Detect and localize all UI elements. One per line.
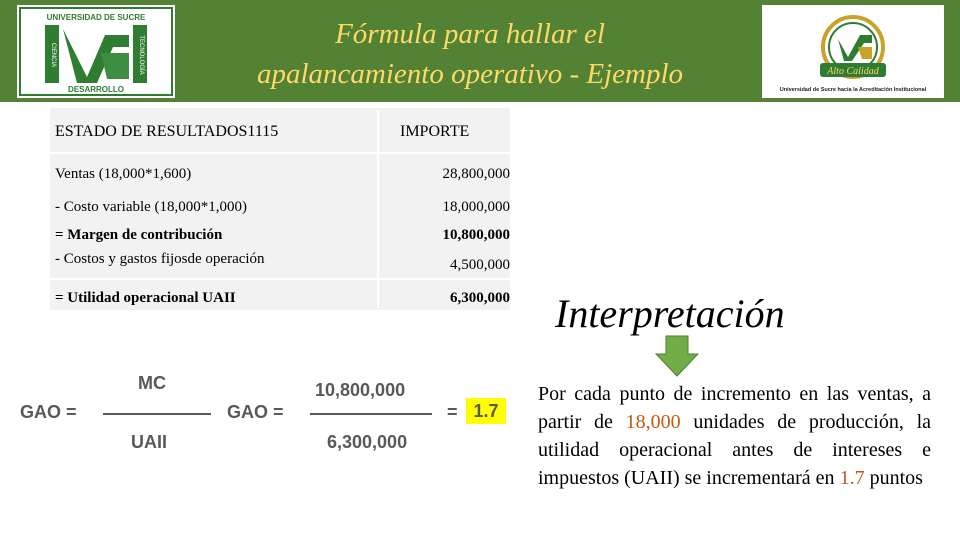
formula-denominator-1: UAII bbox=[131, 432, 167, 452]
logo-top-text: UNIVERSIDAD DE SUCRE bbox=[46, 13, 146, 22]
formula-lhs-2: GAO = bbox=[227, 402, 284, 422]
logo-right-text: TECNOLOGÍA bbox=[138, 35, 144, 75]
formula-result: 1.7 bbox=[466, 398, 506, 424]
accreditation-caption: Universidad de Sucre hacia la Acreditación Institucional bbox=[779, 87, 927, 93]
interpretation-text-before: Por cada punto de incremento en las ventas, a partir de bbox=[538, 383, 931, 433]
accreditation-seal-icon bbox=[762, 5, 944, 85]
formula-lhs-1: GAO = bbox=[20, 402, 77, 422]
table-row-value: 18,000,000 bbox=[442, 199, 510, 215]
fraction-bar-2 bbox=[310, 413, 432, 415]
logo-bottom-text: DESARROLLO bbox=[68, 85, 124, 94]
interpretation-text-middle: unidades de producción, la utilidad operacional antes de intereses e impuestos (UAII) se incrementará en bbox=[538, 411, 932, 489]
formula-denominator-2: 6,300,000 bbox=[327, 432, 408, 452]
table-row-label: - Costo variable (18,000*1,000) bbox=[55, 199, 248, 215]
slide-title-line1: Fórmula para hallar el bbox=[335, 18, 605, 50]
table-row-label: = Margen de contribución bbox=[55, 227, 223, 243]
table-header-divider bbox=[50, 152, 510, 154]
formula-equals: = bbox=[447, 402, 458, 422]
table-row-label: - Costos y gastos fijosde operación bbox=[55, 251, 265, 267]
formula-numerator-2: 10,800,000 bbox=[315, 380, 406, 400]
slide-title bbox=[195, 14, 745, 94]
interpretation-title: Interpretación bbox=[555, 291, 785, 336]
seal-ribbon-text: Alto Calidad bbox=[827, 66, 879, 77]
table-header-label: ESTADO DE RESULTADOS1115 bbox=[55, 123, 279, 140]
table-row-value: 10,800,000 bbox=[442, 227, 510, 243]
down-arrow-icon bbox=[655, 335, 699, 382]
highlight-units: 18,000 bbox=[625, 411, 681, 433]
highlight-value: 1.7 bbox=[839, 467, 865, 489]
slide-title-line2: apalancamiento operativo - Ejemplo bbox=[256, 58, 684, 90]
table-row-label: Ventas (18,000*1,600) bbox=[55, 166, 192, 182]
logo-left-text: CIENCIA bbox=[50, 42, 56, 68]
university-shield-icon bbox=[17, 5, 175, 98]
table-row-value: 6,300,000 bbox=[450, 290, 510, 306]
fraction-bar-1 bbox=[103, 413, 211, 415]
table-row-value: 4,500,000 bbox=[450, 257, 510, 273]
interpretation-text-after: puntos bbox=[864, 467, 923, 489]
table-row-divider bbox=[50, 278, 510, 280]
formula-numerator-1: MC bbox=[138, 373, 166, 393]
table-row-label: = Utilidad operacional UAII bbox=[55, 290, 236, 306]
table-header-value: IMPORTE bbox=[400, 123, 470, 140]
universidad-de-sucre-logo bbox=[17, 5, 175, 98]
table-row-value: 28,800,000 bbox=[442, 166, 510, 182]
interpretation-text bbox=[538, 380, 931, 492]
accreditation-logo bbox=[762, 5, 944, 98]
